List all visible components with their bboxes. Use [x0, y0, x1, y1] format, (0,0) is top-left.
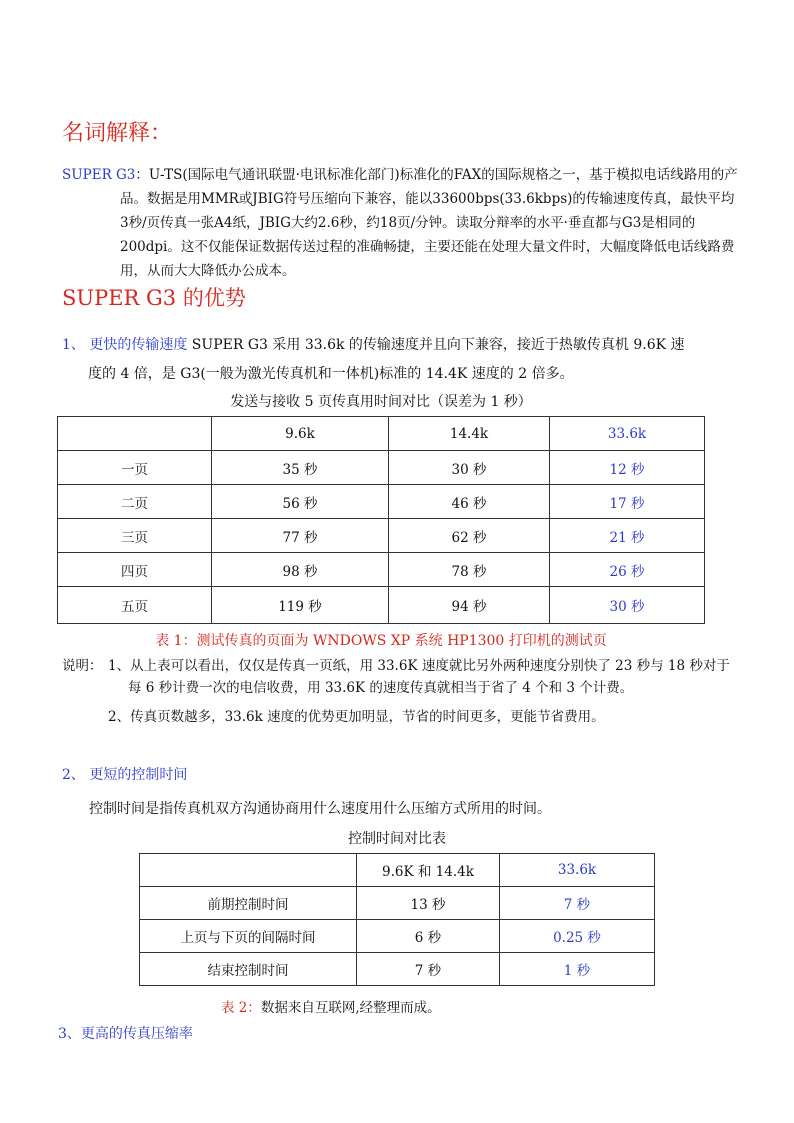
glossary-title: 名词解释：	[62, 121, 173, 146]
section-3-heading: 3、更高的传真压缩率	[58, 1026, 193, 1042]
table-row	[140, 887, 655, 920]
table-cell: 21 秒	[550, 519, 705, 553]
section-2-heading: 2、 更短的控制时间	[62, 767, 188, 783]
table-cell: 35 秒	[212, 451, 389, 485]
glossary-paragraph	[62, 163, 742, 283]
explanation-item-2: 2、传真页数越多，33.6k 速度的优势更加明显，节省的时间更多，更能节省费用。	[108, 709, 605, 725]
table-2-footnote-label: 表 2：	[221, 1000, 261, 1016]
table-cell: 6 秒	[357, 920, 500, 953]
table-cell: 四页	[58, 553, 212, 587]
table-cell: 上页与下页的间隔时间	[140, 920, 357, 953]
table-2-header-cell: 33.6k	[500, 854, 655, 887]
table-2-footnote-text: 数据来自互联网,经整理而成。	[260, 1000, 441, 1016]
table-1	[57, 416, 705, 624]
table-1-header-cell: 33.6k	[550, 417, 705, 451]
section-1-text-line2: 度的 4 倍，是 G3(一般为激光传真机和一体机)标准的 14.4K 速度的 2 倍多。	[88, 366, 574, 382]
table-cell: 7 秒	[357, 953, 500, 986]
table-cell: 62 秒	[389, 519, 550, 553]
table-cell: 前期控制时间	[140, 887, 357, 920]
section-1-heading: 1、 更快的传输速度	[62, 337, 188, 353]
table-cell: 77 秒	[212, 519, 389, 553]
table-cell: 30 秒	[550, 587, 705, 624]
table-row	[58, 587, 705, 624]
table-row	[140, 920, 655, 953]
section-1-text: SUPER G3 采用 33.6k 的传输速度并且向下兼容，接近于热敏传真机 9.6K 速	[187, 337, 685, 353]
table-2-header-row	[140, 854, 655, 887]
table-cell: 17 秒	[550, 485, 705, 519]
section-2-text: 控制时间是指传真机双方沟通协商用什么速度用什么压缩方式所用的时间。	[89, 801, 551, 817]
explanation-note	[62, 655, 742, 728]
table-2-footnote	[221, 996, 441, 1016]
table-1-header-row	[58, 417, 705, 451]
table-1-header-cell	[58, 417, 212, 451]
table-cell: 五页	[58, 587, 212, 624]
table-2-caption: 控制时间对比表	[348, 831, 446, 847]
table-row	[58, 485, 705, 519]
table-cell: 30 秒	[389, 451, 550, 485]
table-2	[139, 853, 655, 986]
advantages-title: SUPER G3 的优势	[62, 286, 246, 310]
table-cell: 1 秒	[500, 953, 655, 986]
table-2-header-cell: 9.6K 和 14.4k	[357, 854, 500, 887]
table-cell: 二页	[58, 485, 212, 519]
table-row	[140, 953, 655, 986]
table-row	[58, 519, 705, 553]
table-cell: 13 秒	[357, 887, 500, 920]
explanation-item-1: 1、从上表可以看出，仅仅是传真一页纸，用 33.6K 速度就比另外两种速度分别快了 23 秒与 18 秒对于每 6 秒计费一次的电信收费，用 33.6K 的速度传真就相当于省了 4 个和 3 个计费。	[108, 658, 730, 696]
table-cell: 7 秒	[500, 887, 655, 920]
table-cell: 98 秒	[212, 553, 389, 587]
table-1-footnote: 表 1：测试传真的页面为 WNDOWS XP 系统 HP1300 打印机的测试页	[155, 633, 607, 649]
table-cell: 119 秒	[212, 587, 389, 624]
table-cell: 结束控制时间	[140, 953, 357, 986]
glossary-definition: ：U-TS(国际电气通讯联盟·电讯标准化部门)标准化的FAX的国际规格之一，基于模拟电话线路用的产品。数据是用MMR或JBIG符号压缩向下兼容，能以33600bps(33.6kbps)的传输速度传真，最快平均3秒/页传真一张A4纸，JBIG大约2.6秒，约18页/分钟。读取分辩率的水平·垂直都与G3是相同的200dpi。这不仅能保证数据传送过程的准确畅捷，主要还能在处理大量文件时，大幅度降低电话线路费用，从而大大降低办公成本。	[120, 167, 738, 279]
table-cell: 46 秒	[389, 485, 550, 519]
glossary-term: SUPER G3	[62, 167, 136, 183]
explanation-lead: 说明：	[62, 658, 103, 674]
table-1-header-cell: 9.6k	[212, 417, 389, 451]
table-cell: 12 秒	[550, 451, 705, 485]
table-cell: 26 秒	[550, 553, 705, 587]
table-1-caption: 发送与接收 5 页传真用时间对比（误差为 1 秒）	[230, 394, 532, 410]
glossary-section	[62, 163, 742, 283]
table-1-header-cell: 14.4k	[389, 417, 550, 451]
table-cell: 78 秒	[389, 553, 550, 587]
table-row	[58, 451, 705, 485]
table-cell: 一页	[58, 451, 212, 485]
table-cell: 56 秒	[212, 485, 389, 519]
table-row	[58, 553, 705, 587]
table-cell: 94 秒	[389, 587, 550, 624]
table-cell: 三页	[58, 519, 212, 553]
table-2-header-cell	[140, 854, 357, 887]
table-cell: 0.25 秒	[500, 920, 655, 953]
section-1	[62, 331, 742, 389]
